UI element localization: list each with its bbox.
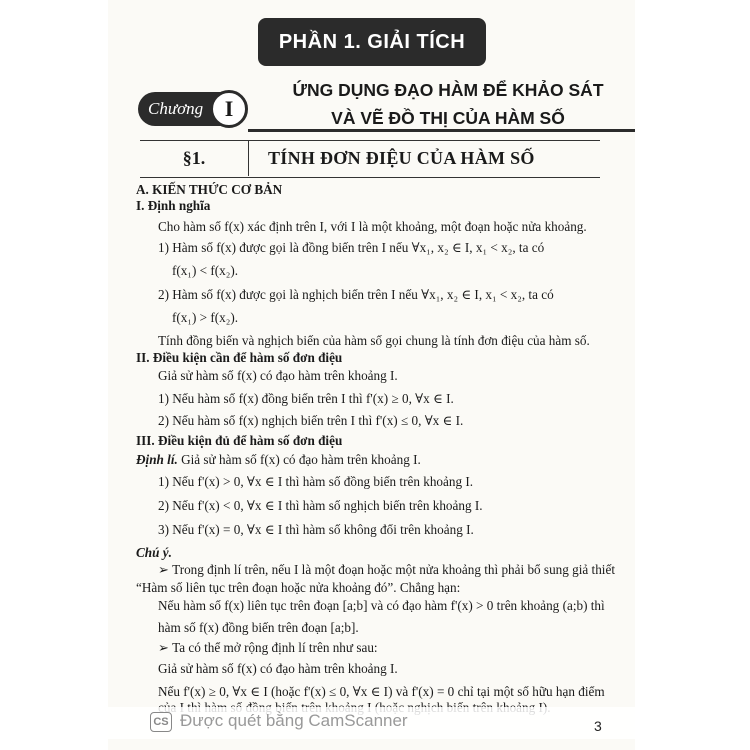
iii-intro xyxy=(136,452,421,468)
iii-1: 1) Nếu f'(x) > 0, ∀x ∈ I thì hàm số đồng biến trên khoảng I. xyxy=(158,474,474,489)
heading-iii: III. Điều kiện đủ để hàm số đơn điệu xyxy=(136,433,343,448)
iii-3: 3) Nếu f'(x) = 0, ∀x ∈ I thì hàm số không đổi trên khoảng I. xyxy=(158,522,474,537)
iii-text: Giả sử hàm số f(x) có đạo hàm trên khoảng I. xyxy=(177,452,421,467)
chapter-word: Chương xyxy=(138,92,238,126)
heading-a: A. KIẾN THỨC CƠ BẢN xyxy=(136,182,283,197)
heading-i: I. Định nghĩa xyxy=(136,198,211,213)
section-number: §1. xyxy=(140,140,249,176)
camscanner-logo-icon: CS xyxy=(150,712,172,732)
ii-text: Giả sử hàm số f(x) có đạo hàm trên khoảng I. xyxy=(158,368,398,383)
heading-ii: II. Điều kiện cần để hàm số đơn điệu xyxy=(136,350,343,365)
theorem-label: Định lí. xyxy=(136,452,178,467)
i-2a: 2) Hàm số f(x) được gọi là nghịch biến trên I nếu ∀x₁, x₂ ∈ I, x₁ < x₂, ta có xyxy=(158,287,554,302)
scanner-watermark-text: Được quét bằng CamScanner xyxy=(180,711,408,730)
iii-2: 2) Nếu f'(x) < 0, ∀x ∈ I thì hàm số nghịch biến trên khoảng I. xyxy=(158,498,483,513)
i-summary: Tính đồng biến và nghịch biến của hàm số gọi chung là tính đơn điệu của hàm số. xyxy=(158,333,590,348)
chapter-title-line-2: VÀ VẼ ĐỒ THỊ CỦA HÀM SỐ xyxy=(331,108,565,128)
ii-1: 1) Nếu hàm số f(x) đồng biến trên I thì f'(x) ≥ 0, ∀x ∈ I. xyxy=(158,391,454,406)
i-1b: f(x₁) < f(x₂). xyxy=(172,263,239,278)
part-banner: PHẦN 1. GIẢI TÍCH xyxy=(258,18,486,66)
i-2b: f(x₁) > f(x₂). xyxy=(172,310,239,325)
note-label: Chú ý. xyxy=(136,545,172,560)
note-2c: Nếu f'(x) ≥ 0, ∀x ∈ I (hoặc f'(x) ≤ 0, ∀x ∈ I) và f'(x) = 0 chỉ tại một số hữu hạn điểm xyxy=(158,684,605,699)
chapter-number: I xyxy=(210,90,248,128)
note-2a: ➢ Ta có thể mở rộng định lí trên như sau: xyxy=(158,640,378,655)
note-1a: ➢ Trong định lí trên, nếu I là một đoạn hoặc một nửa khoảng thì phải bổ sung giả thiết xyxy=(158,562,615,577)
note-1c: Nếu hàm số f(x) liên tục trên đoạn [a;b] và có đạo hàm f'(x) > 0 trên khoảng (a;b) thì xyxy=(158,598,605,613)
chapter-title-line-1: ỨNG DỤNG ĐẠO HÀM ĐỂ KHẢO SÁT xyxy=(292,80,604,100)
note-1d: hàm số f(x) đồng biến trên đoạn [a;b]. xyxy=(158,620,359,635)
i-1a: 1) Hàm số f(x) được gọi là đồng biến trên I nếu ∀x₁, x₂ ∈ I, x₁ < x₂, ta có xyxy=(158,240,545,255)
i-text: Cho hàm số f(x) xác định trên I, với I là một khoảng, một đoạn hoặc nửa khoảng. xyxy=(158,219,587,234)
section-title: TÍNH ĐƠN ĐIỆU CỦA HÀM SỐ xyxy=(268,147,535,168)
page-number: 3 xyxy=(594,718,602,734)
ii-2: 2) Nếu hàm số f(x) nghịch biến trên I thì f'(x) ≤ 0, ∀x ∈ I. xyxy=(158,413,464,428)
note-2b: Giả sử hàm số f(x) có đạo hàm trên khoảng I. xyxy=(158,661,398,676)
note-1b: “Hàm số liên tục trên đoạn hoặc nửa khoảng đó”. Chẳng hạn: xyxy=(136,580,461,595)
book-page xyxy=(108,0,635,750)
chapter-divider xyxy=(248,129,635,132)
